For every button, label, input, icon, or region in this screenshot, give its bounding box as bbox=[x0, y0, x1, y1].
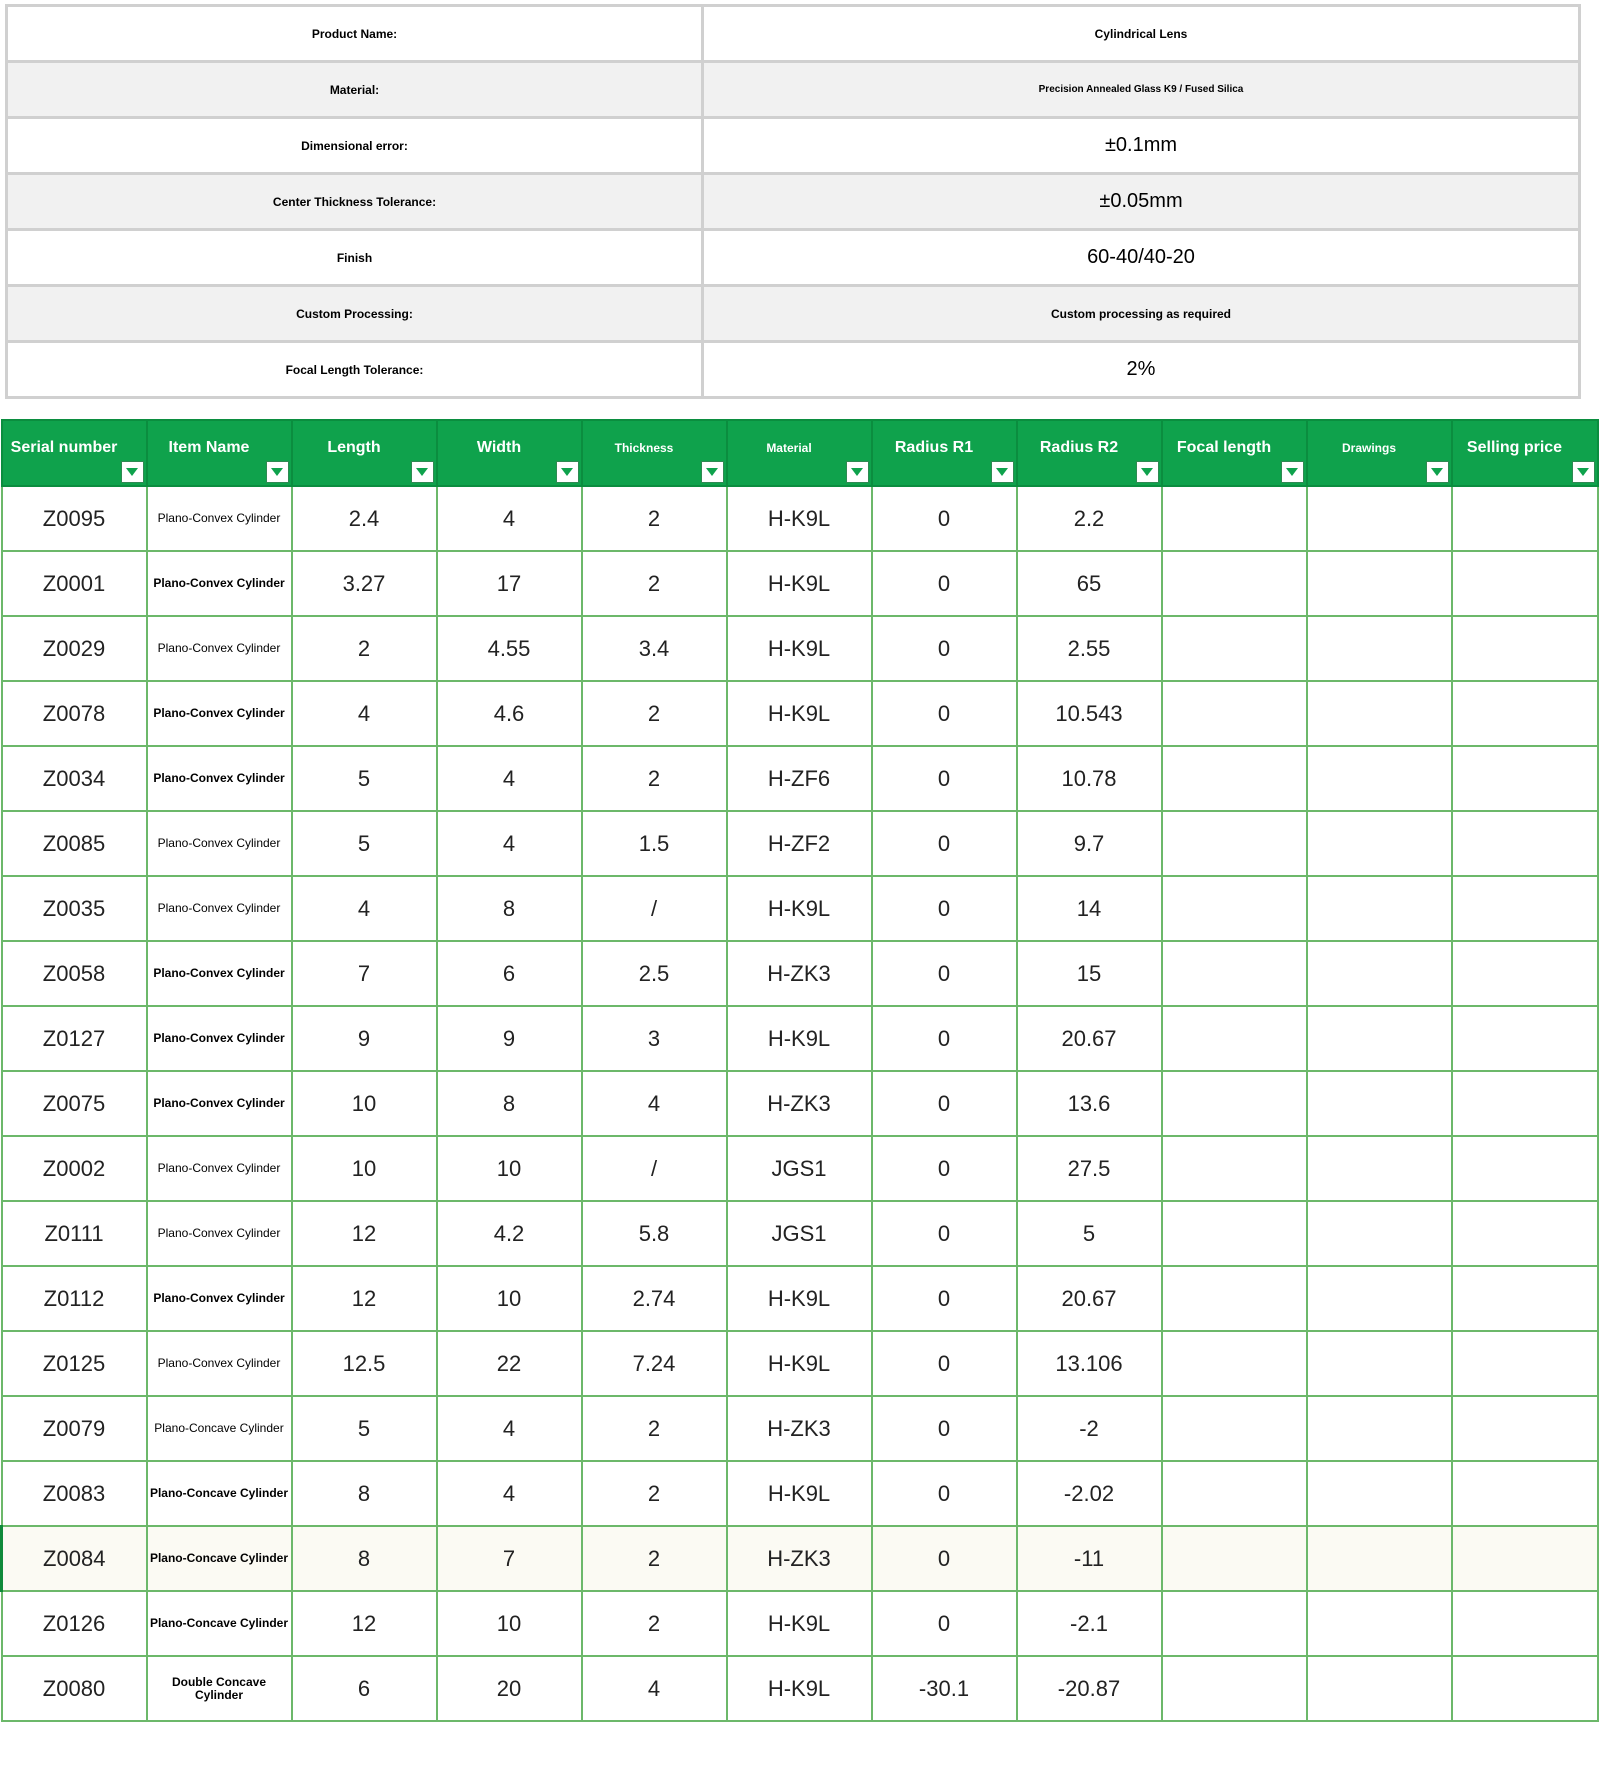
table-row[interactable] bbox=[2, 616, 1598, 681]
selling-price-cell[interactable] bbox=[1452, 1656, 1598, 1721]
column-header-item-name bbox=[147, 420, 292, 486]
table-row[interactable] bbox=[2, 1656, 1598, 1721]
table-row[interactable] bbox=[2, 1461, 1598, 1526]
material-cell[interactable]: JGS1 bbox=[727, 1136, 872, 1201]
drawings-cell[interactable] bbox=[1307, 1591, 1452, 1656]
thickness-cell[interactable]: 2 bbox=[582, 746, 727, 811]
serial-number-cell[interactable]: Z0127 bbox=[2, 1006, 147, 1071]
column-header-label: Thickness bbox=[614, 441, 674, 455]
drawings-cell[interactable] bbox=[1307, 1656, 1452, 1721]
length-cell[interactable]: 2 bbox=[292, 616, 437, 681]
width-cell[interactable]: 9 bbox=[437, 1006, 582, 1071]
width-cell[interactable]: 8 bbox=[437, 876, 582, 941]
item-name-cell[interactable]: Plano-Concave Cylinder bbox=[147, 1591, 292, 1656]
filter-dropdown-icon[interactable] bbox=[1572, 461, 1595, 483]
item-name-cell[interactable]: Plano-Convex Cylinder bbox=[147, 486, 292, 551]
table-row[interactable] bbox=[2, 1331, 1598, 1396]
material-cell[interactable]: H-K9L bbox=[727, 1006, 872, 1071]
filter-dropdown-icon[interactable] bbox=[121, 461, 144, 483]
serial-number-cell[interactable]: Z0111 bbox=[2, 1201, 147, 1266]
focal-length-cell[interactable] bbox=[1162, 1201, 1307, 1266]
selling-price-cell[interactable] bbox=[1452, 1136, 1598, 1201]
thickness-cell[interactable]: 4 bbox=[582, 1656, 727, 1721]
drawings-cell[interactable] bbox=[1307, 1526, 1452, 1591]
drawings-cell[interactable] bbox=[1307, 876, 1452, 941]
thickness-cell[interactable]: 2 bbox=[582, 1591, 727, 1656]
length-cell[interactable]: 8 bbox=[292, 1461, 437, 1526]
length-cell[interactable]: 5 bbox=[292, 746, 437, 811]
serial-number-cell[interactable]: Z0084 bbox=[2, 1526, 147, 1591]
table-row[interactable] bbox=[2, 681, 1598, 746]
spec-value: 2% bbox=[703, 342, 1580, 398]
column-header-focal-length bbox=[1162, 420, 1307, 486]
width-cell[interactable]: 22 bbox=[437, 1331, 582, 1396]
selling-price-cell[interactable] bbox=[1452, 551, 1598, 616]
spec-row bbox=[7, 118, 1580, 174]
material-cell[interactable]: H-K9L bbox=[727, 1461, 872, 1526]
serial-number-cell[interactable]: Z0126 bbox=[2, 1591, 147, 1656]
filter-dropdown-icon[interactable] bbox=[266, 461, 289, 483]
radius-r2-cell[interactable]: 13.6 bbox=[1017, 1071, 1162, 1136]
thickness-cell[interactable]: 2.74 bbox=[582, 1266, 727, 1331]
thickness-cell[interactable]: 7.24 bbox=[582, 1331, 727, 1396]
radius-r2-cell[interactable]: 65 bbox=[1017, 551, 1162, 616]
item-name-cell[interactable]: Plano-Concave Cylinder bbox=[147, 1396, 292, 1461]
spec-value: Custom processing as required bbox=[703, 286, 1580, 342]
spec-label: Material: bbox=[7, 62, 703, 118]
length-cell[interactable]: 12.5 bbox=[292, 1331, 437, 1396]
drawings-cell[interactable] bbox=[1307, 1331, 1452, 1396]
spec-row bbox=[7, 174, 1580, 230]
spec-row bbox=[7, 62, 1580, 118]
focal-length-cell[interactable] bbox=[1162, 1071, 1307, 1136]
spec-row bbox=[7, 230, 1580, 286]
filter-dropdown-icon[interactable] bbox=[991, 461, 1014, 483]
focal-length-cell[interactable] bbox=[1162, 1266, 1307, 1331]
length-cell[interactable]: 10 bbox=[292, 1136, 437, 1201]
width-cell[interactable]: 4 bbox=[437, 1461, 582, 1526]
product-spec-table bbox=[5, 4, 1581, 399]
length-cell[interactable]: 5 bbox=[292, 811, 437, 876]
selling-price-cell[interactable] bbox=[1452, 681, 1598, 746]
spec-value: ±0.1mm bbox=[703, 118, 1580, 174]
focal-length-cell[interactable] bbox=[1162, 1331, 1307, 1396]
table-row[interactable] bbox=[2, 486, 1598, 551]
radius-r1-cell[interactable]: 0 bbox=[872, 1396, 1017, 1461]
filter-dropdown-icon[interactable] bbox=[1281, 461, 1304, 483]
column-header-length bbox=[292, 420, 437, 486]
item-name-cell[interactable]: Double Concave Cylinder bbox=[147, 1656, 292, 1721]
width-cell[interactable]: 10 bbox=[437, 1591, 582, 1656]
focal-length-cell[interactable] bbox=[1162, 1656, 1307, 1721]
thickness-cell[interactable]: 2 bbox=[582, 1461, 727, 1526]
selling-price-cell[interactable] bbox=[1452, 616, 1598, 681]
width-cell[interactable]: 4 bbox=[437, 486, 582, 551]
selling-price-cell[interactable] bbox=[1452, 1266, 1598, 1331]
selling-price-cell[interactable] bbox=[1452, 486, 1598, 551]
selling-price-cell[interactable] bbox=[1452, 746, 1598, 811]
filter-dropdown-icon[interactable] bbox=[701, 461, 724, 483]
length-cell[interactable]: 7 bbox=[292, 941, 437, 1006]
selling-price-cell[interactable] bbox=[1452, 811, 1598, 876]
table-row[interactable] bbox=[2, 941, 1598, 1006]
item-name-cell[interactable]: Plano-Convex Cylinder bbox=[147, 941, 292, 1006]
material-cell[interactable]: H-ZK3 bbox=[727, 1071, 872, 1136]
focal-length-cell[interactable] bbox=[1162, 681, 1307, 746]
length-cell[interactable]: 12 bbox=[292, 1201, 437, 1266]
material-cell[interactable]: H-ZF2 bbox=[727, 811, 872, 876]
selling-price-cell[interactable] bbox=[1452, 1591, 1598, 1656]
radius-r1-cell[interactable]: 0 bbox=[872, 1136, 1017, 1201]
radius-r2-cell[interactable]: 10.543 bbox=[1017, 681, 1162, 746]
width-cell[interactable]: 20 bbox=[437, 1656, 582, 1721]
focal-length-cell[interactable] bbox=[1162, 876, 1307, 941]
column-header-serial bbox=[2, 420, 147, 486]
selling-price-cell[interactable] bbox=[1452, 1331, 1598, 1396]
spec-label: Focal Length Tolerance: bbox=[7, 342, 703, 398]
drawings-cell[interactable] bbox=[1307, 1201, 1452, 1266]
filter-dropdown-icon[interactable] bbox=[1426, 461, 1449, 483]
serial-number-cell[interactable]: Z0079 bbox=[2, 1396, 147, 1461]
thickness-cell[interactable]: 2 bbox=[582, 551, 727, 616]
width-cell[interactable]: 4 bbox=[437, 811, 582, 876]
thickness-cell[interactable]: 2 bbox=[582, 1396, 727, 1461]
radius-r2-cell[interactable]: 20.67 bbox=[1017, 1266, 1162, 1331]
material-cell[interactable]: H-K9L bbox=[727, 1331, 872, 1396]
spec-label: Center Thickness Tolerance: bbox=[7, 174, 703, 230]
material-cell[interactable]: H-K9L bbox=[727, 1266, 872, 1331]
thickness-cell[interactable]: 5.8 bbox=[582, 1201, 727, 1266]
serial-number-cell[interactable]: Z0058 bbox=[2, 941, 147, 1006]
table-row[interactable] bbox=[2, 1136, 1598, 1201]
radius-r1-cell[interactable]: 0 bbox=[872, 1006, 1017, 1071]
thickness-cell[interactable]: 1.5 bbox=[582, 811, 727, 876]
material-cell[interactable]: H-K9L bbox=[727, 681, 872, 746]
thickness-cell[interactable]: / bbox=[582, 876, 727, 941]
item-name-cell[interactable]: Plano-Convex Cylinder bbox=[147, 1201, 292, 1266]
spec-value: Cylindrical Lens bbox=[703, 6, 1580, 62]
radius-r1-cell[interactable]: 0 bbox=[872, 616, 1017, 681]
radius-r2-cell[interactable]: 2.55 bbox=[1017, 616, 1162, 681]
radius-r1-cell[interactable]: 0 bbox=[872, 1071, 1017, 1136]
column-header-thickness bbox=[582, 420, 727, 486]
drawings-cell[interactable] bbox=[1307, 746, 1452, 811]
focal-length-cell[interactable] bbox=[1162, 1396, 1307, 1461]
spec-label: Dimensional error: bbox=[7, 118, 703, 174]
spec-row bbox=[7, 342, 1580, 398]
focal-length-cell[interactable] bbox=[1162, 811, 1307, 876]
table-row[interactable] bbox=[2, 811, 1598, 876]
length-cell[interactable]: 12 bbox=[292, 1266, 437, 1331]
radius-r1-cell[interactable]: 0 bbox=[872, 486, 1017, 551]
width-cell[interactable]: 17 bbox=[437, 551, 582, 616]
material-cell[interactable]: JGS1 bbox=[727, 1201, 872, 1266]
product-data-table bbox=[0, 419, 1599, 1722]
column-header-radius-r2 bbox=[1017, 420, 1162, 486]
radius-r2-cell[interactable]: 14 bbox=[1017, 876, 1162, 941]
item-name-cell[interactable]: Plano-Convex Cylinder bbox=[147, 876, 292, 941]
radius-r1-cell[interactable]: 0 bbox=[872, 1591, 1017, 1656]
radius-r1-cell[interactable]: 0 bbox=[872, 811, 1017, 876]
serial-number-cell[interactable]: Z0029 bbox=[2, 616, 147, 681]
item-name-cell[interactable]: Plano-Convex Cylinder bbox=[147, 551, 292, 616]
column-header-label: Item Name bbox=[168, 439, 250, 456]
item-name-cell[interactable]: Plano-Convex Cylinder bbox=[147, 681, 292, 746]
column-header-label: Serial number bbox=[10, 439, 118, 456]
focal-length-cell[interactable] bbox=[1162, 1526, 1307, 1591]
filter-dropdown-icon[interactable] bbox=[411, 461, 434, 483]
serial-number-cell[interactable]: Z0075 bbox=[2, 1071, 147, 1136]
thickness-cell[interactable]: 2.5 bbox=[582, 941, 727, 1006]
column-header-label: Selling price bbox=[1466, 439, 1563, 456]
width-cell[interactable]: 8 bbox=[437, 1071, 582, 1136]
radius-r1-cell[interactable]: 0 bbox=[872, 876, 1017, 941]
drawings-cell[interactable] bbox=[1307, 1071, 1452, 1136]
column-header-label: Focal length bbox=[1176, 439, 1272, 456]
radius-r1-cell[interactable]: 0 bbox=[872, 941, 1017, 1006]
item-name-cell[interactable]: Plano-Concave Cylinder bbox=[147, 1461, 292, 1526]
serial-number-cell[interactable]: Z0085 bbox=[2, 811, 147, 876]
table-row[interactable] bbox=[2, 551, 1598, 616]
serial-number-cell[interactable]: Z0112 bbox=[2, 1266, 147, 1331]
header-row bbox=[2, 420, 1598, 486]
thickness-cell[interactable]: 2 bbox=[582, 486, 727, 551]
radius-r2-cell[interactable]: 5 bbox=[1017, 1201, 1162, 1266]
column-header-label: Radius R2 bbox=[1039, 439, 1119, 456]
serial-number-cell[interactable]: Z0034 bbox=[2, 746, 147, 811]
radius-r1-cell[interactable]: 0 bbox=[872, 1526, 1017, 1591]
length-cell[interactable]: 9 bbox=[292, 1006, 437, 1071]
focal-length-cell[interactable] bbox=[1162, 1006, 1307, 1071]
filter-dropdown-icon[interactable] bbox=[556, 461, 579, 483]
item-name-cell[interactable]: Plano-Convex Cylinder bbox=[147, 616, 292, 681]
column-header-label: Drawings bbox=[1341, 441, 1396, 455]
item-name-cell[interactable]: Plano-Convex Cylinder bbox=[147, 1331, 292, 1396]
spec-value: 60-40/40-20 bbox=[703, 230, 1580, 286]
table-row[interactable] bbox=[2, 1201, 1598, 1266]
radius-r1-cell[interactable]: 0 bbox=[872, 1461, 1017, 1526]
drawings-cell[interactable] bbox=[1307, 1396, 1452, 1461]
thickness-cell[interactable]: 4 bbox=[582, 1071, 727, 1136]
material-cell[interactable]: H-ZF6 bbox=[727, 746, 872, 811]
material-cell[interactable]: H-K9L bbox=[727, 1656, 872, 1721]
spec-row bbox=[7, 286, 1580, 342]
item-name-cell[interactable]: Plano-Convex Cylinder bbox=[147, 746, 292, 811]
length-cell[interactable]: 4 bbox=[292, 876, 437, 941]
serial-number-cell[interactable]: Z0125 bbox=[2, 1331, 147, 1396]
thickness-cell[interactable]: / bbox=[582, 1136, 727, 1201]
column-header-radius-r1 bbox=[872, 420, 1017, 486]
thickness-cell[interactable]: 3.4 bbox=[582, 616, 727, 681]
length-cell[interactable]: 3.27 bbox=[292, 551, 437, 616]
radius-r2-cell[interactable]: -11 bbox=[1017, 1526, 1162, 1591]
serial-number-cell[interactable]: Z0078 bbox=[2, 681, 147, 746]
focal-length-cell[interactable] bbox=[1162, 1461, 1307, 1526]
focal-length-cell[interactable] bbox=[1162, 486, 1307, 551]
length-cell[interactable]: 12 bbox=[292, 1591, 437, 1656]
filter-dropdown-icon[interactable] bbox=[846, 461, 869, 483]
material-cell[interactable]: H-ZK3 bbox=[727, 1526, 872, 1591]
focal-length-cell[interactable] bbox=[1162, 1591, 1307, 1656]
column-header-label: Material bbox=[766, 441, 812, 455]
drawings-cell[interactable] bbox=[1307, 1006, 1452, 1071]
radius-r2-cell[interactable]: 9.7 bbox=[1017, 811, 1162, 876]
thickness-cell[interactable]: 2 bbox=[582, 681, 727, 746]
serial-number-cell[interactable]: Z0080 bbox=[2, 1656, 147, 1721]
radius-r1-cell[interactable]: -30.1 bbox=[872, 1656, 1017, 1721]
selling-price-cell[interactable] bbox=[1452, 1461, 1598, 1526]
width-cell[interactable]: 4 bbox=[437, 746, 582, 811]
radius-r1-cell[interactable]: 0 bbox=[872, 551, 1017, 616]
column-header-width bbox=[437, 420, 582, 486]
spec-value: ±0.05mm bbox=[703, 174, 1580, 230]
spec-label: Product Name: bbox=[7, 6, 703, 62]
item-name-cell[interactable]: Plano-Convex Cylinder bbox=[147, 1006, 292, 1071]
material-cell[interactable]: H-K9L bbox=[727, 876, 872, 941]
radius-r2-cell[interactable]: -2 bbox=[1017, 1396, 1162, 1461]
radius-r2-cell[interactable]: -2.02 bbox=[1017, 1461, 1162, 1526]
table-row[interactable] bbox=[2, 1526, 1598, 1591]
item-name-cell[interactable]: Plano-Convex Cylinder bbox=[147, 811, 292, 876]
radius-r2-cell[interactable]: 20.67 bbox=[1017, 1006, 1162, 1071]
column-header-label: Radius R1 bbox=[894, 439, 974, 456]
focal-length-cell[interactable] bbox=[1162, 616, 1307, 681]
item-name-cell[interactable]: Plano-Concave Cylinder bbox=[147, 1526, 292, 1591]
spec-value: Precision Annealed Glass K9 / Fused Silica bbox=[703, 62, 1580, 118]
selling-price-cell[interactable] bbox=[1452, 941, 1598, 1006]
length-cell[interactable]: 5 bbox=[292, 1396, 437, 1461]
material-cell[interactable]: H-ZK3 bbox=[727, 941, 872, 1006]
radius-r2-cell[interactable]: 13.106 bbox=[1017, 1331, 1162, 1396]
width-cell[interactable]: 4.2 bbox=[437, 1201, 582, 1266]
spec-label: Custom Processing: bbox=[7, 286, 703, 342]
selling-price-cell[interactable] bbox=[1452, 1071, 1598, 1136]
width-cell[interactable]: 10 bbox=[437, 1136, 582, 1201]
drawings-cell[interactable] bbox=[1307, 681, 1452, 746]
drawings-cell[interactable] bbox=[1307, 616, 1452, 681]
selling-price-cell[interactable] bbox=[1452, 1006, 1598, 1071]
material-cell[interactable]: H-K9L bbox=[727, 486, 872, 551]
table-row[interactable] bbox=[2, 1266, 1598, 1331]
radius-r2-cell[interactable]: -2.1 bbox=[1017, 1591, 1162, 1656]
material-cell[interactable]: H-ZK3 bbox=[727, 1396, 872, 1461]
width-cell[interactable]: 4 bbox=[437, 1396, 582, 1461]
drawings-cell[interactable] bbox=[1307, 551, 1452, 616]
selling-price-cell[interactable] bbox=[1452, 876, 1598, 941]
length-cell[interactable]: 4 bbox=[292, 681, 437, 746]
column-header-drawings bbox=[1307, 420, 1452, 486]
drawings-cell[interactable] bbox=[1307, 1136, 1452, 1201]
radius-r1-cell[interactable]: 0 bbox=[872, 1266, 1017, 1331]
column-header-material bbox=[727, 420, 872, 486]
length-cell[interactable]: 10 bbox=[292, 1071, 437, 1136]
selling-price-cell[interactable] bbox=[1452, 1396, 1598, 1461]
spec-row bbox=[7, 6, 1580, 62]
serial-number-cell[interactable]: Z0002 bbox=[2, 1136, 147, 1201]
width-cell[interactable]: 10 bbox=[437, 1266, 582, 1331]
length-cell[interactable]: 2.4 bbox=[292, 486, 437, 551]
radius-r2-cell[interactable]: -20.87 bbox=[1017, 1656, 1162, 1721]
radius-r2-cell[interactable]: 15 bbox=[1017, 941, 1162, 1006]
thickness-cell[interactable]: 2 bbox=[582, 1526, 727, 1591]
drawings-cell[interactable] bbox=[1307, 486, 1452, 551]
thickness-cell[interactable]: 3 bbox=[582, 1006, 727, 1071]
focal-length-cell[interactable] bbox=[1162, 551, 1307, 616]
radius-r2-cell[interactable]: 27.5 bbox=[1017, 1136, 1162, 1201]
radius-r2-cell[interactable]: 2.2 bbox=[1017, 486, 1162, 551]
selling-price-cell[interactable] bbox=[1452, 1526, 1598, 1591]
drawings-cell[interactable] bbox=[1307, 1266, 1452, 1331]
serial-number-cell[interactable]: Z0095 bbox=[2, 486, 147, 551]
radius-r1-cell[interactable]: 0 bbox=[872, 1201, 1017, 1266]
serial-number-cell[interactable]: Z0001 bbox=[2, 551, 147, 616]
table-row[interactable] bbox=[2, 1071, 1598, 1136]
material-cell[interactable]: H-K9L bbox=[727, 616, 872, 681]
column-header-label: Length bbox=[327, 439, 381, 456]
material-cell[interactable]: H-K9L bbox=[727, 1591, 872, 1656]
column-header-selling-price bbox=[1452, 420, 1598, 486]
item-name-cell[interactable]: Plano-Convex Cylinder bbox=[147, 1136, 292, 1201]
item-name-cell[interactable]: Plano-Convex Cylinder bbox=[147, 1266, 292, 1331]
serial-number-cell[interactable]: Z0083 bbox=[2, 1461, 147, 1526]
spec-label: Finish bbox=[7, 230, 703, 286]
radius-r1-cell[interactable]: 0 bbox=[872, 681, 1017, 746]
length-cell[interactable]: 6 bbox=[292, 1656, 437, 1721]
width-cell[interactable]: 4.55 bbox=[437, 616, 582, 681]
focal-length-cell[interactable] bbox=[1162, 941, 1307, 1006]
length-cell[interactable]: 8 bbox=[292, 1526, 437, 1591]
drawings-cell[interactable] bbox=[1307, 941, 1452, 1006]
width-cell[interactable]: 7 bbox=[437, 1526, 582, 1591]
material-cell[interactable]: H-K9L bbox=[727, 551, 872, 616]
focal-length-cell[interactable] bbox=[1162, 1136, 1307, 1201]
radius-r2-cell[interactable]: 10.78 bbox=[1017, 746, 1162, 811]
drawings-cell[interactable] bbox=[1307, 1461, 1452, 1526]
width-cell[interactable]: 6 bbox=[437, 941, 582, 1006]
table-row[interactable] bbox=[2, 1396, 1598, 1461]
filter-dropdown-icon[interactable] bbox=[1136, 461, 1159, 483]
serial-number-cell[interactable]: Z0035 bbox=[2, 876, 147, 941]
focal-length-cell[interactable] bbox=[1162, 746, 1307, 811]
drawings-cell[interactable] bbox=[1307, 811, 1452, 876]
table-row[interactable] bbox=[2, 876, 1598, 941]
item-name-cell[interactable]: Plano-Convex Cylinder bbox=[147, 1071, 292, 1136]
radius-r1-cell[interactable]: 0 bbox=[872, 746, 1017, 811]
selling-price-cell[interactable] bbox=[1452, 1201, 1598, 1266]
column-header-label: Width bbox=[476, 439, 522, 456]
radius-r1-cell[interactable]: 0 bbox=[872, 1331, 1017, 1396]
table-row[interactable] bbox=[2, 746, 1598, 811]
width-cell[interactable]: 4.6 bbox=[437, 681, 582, 746]
table-row[interactable] bbox=[2, 1006, 1598, 1071]
table-row[interactable] bbox=[2, 1591, 1598, 1656]
